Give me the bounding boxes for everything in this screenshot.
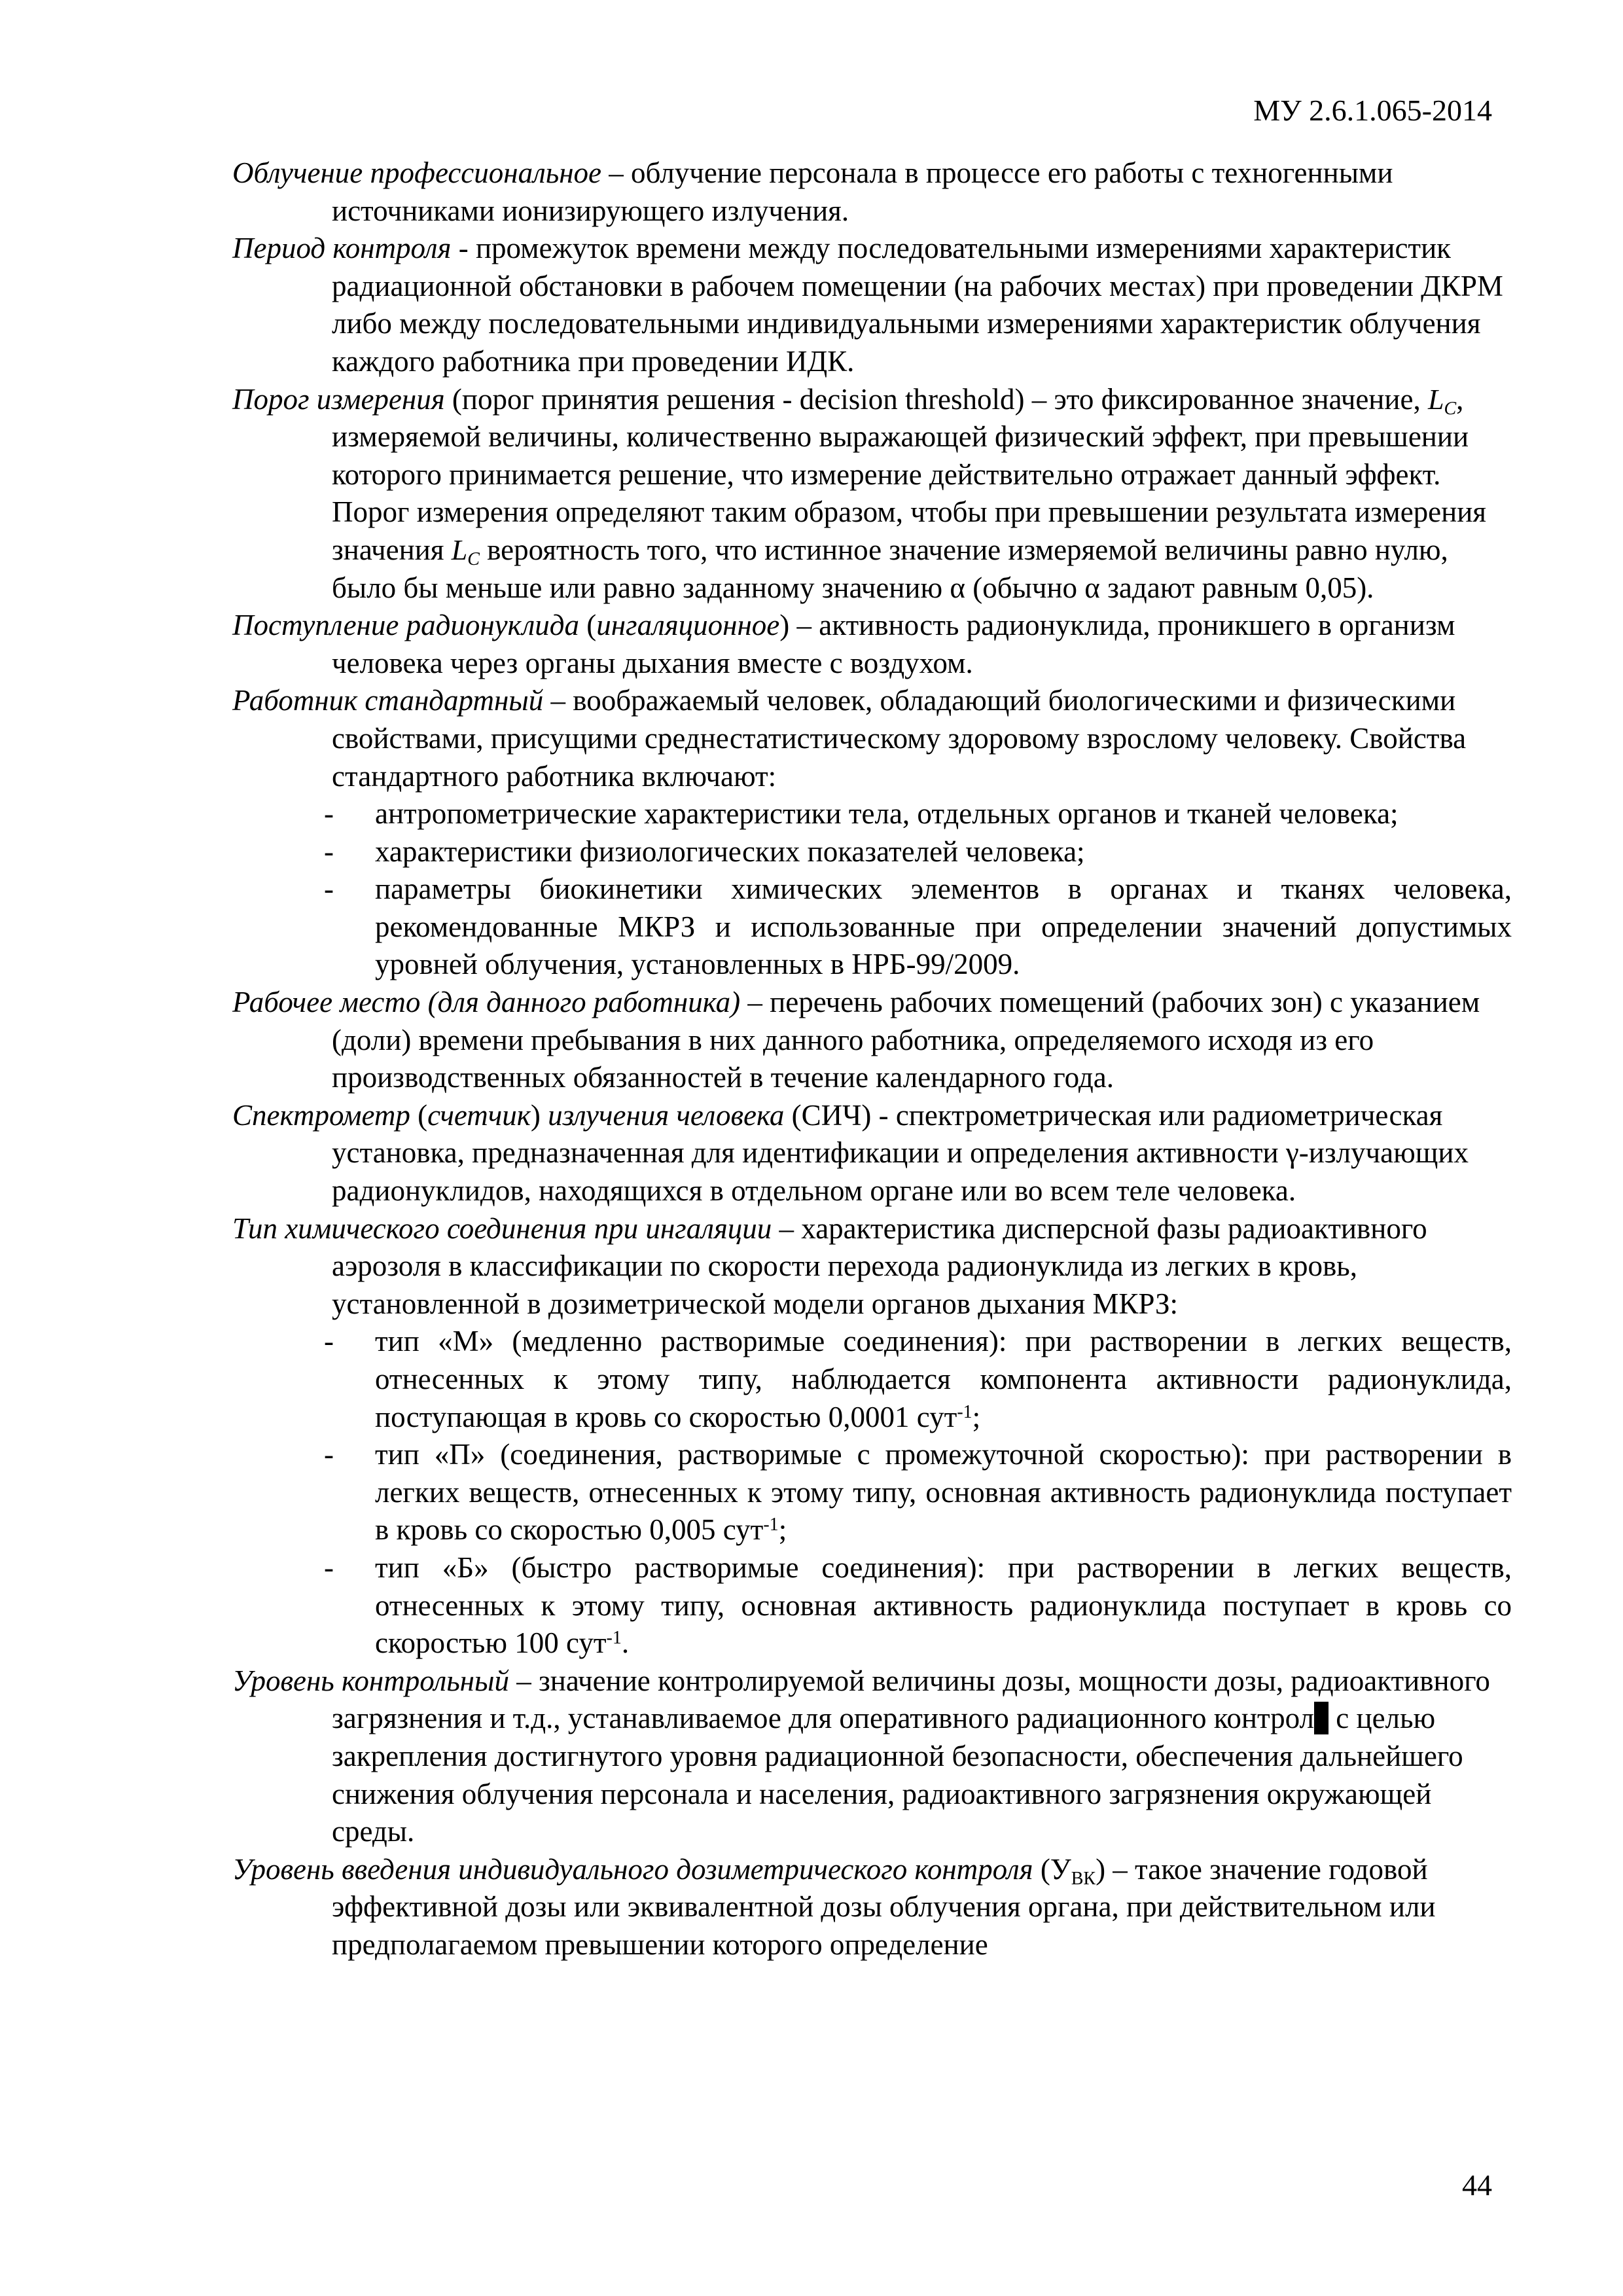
definition-text: – перечень рабочих помещений (рабочих зон) с указанием (доли) времени пребывания в них данного работника, определяемого исходя из его производственных обязанностей в течение календарного года.: [332, 986, 1480, 1094]
term-name-part: счетчик: [427, 1098, 531, 1132]
list-item: - тип «П» (соединения, растворимые с промежуточной скоростью): при растворении в легких веществ, отнесенных к этому типу, основная активность радионуклида поступает в кровь со скоростью 0,005 сут$^{-1}$;: [232, 1436, 1512, 1549]
term-name: Уровень введения индивидуального дозиметрического контроля: [232, 1852, 1033, 1886]
definition-reference-worker: [232, 682, 1512, 795]
list-item: - параметры биокинетики химических элементов в органах и тканях человека, рекомендованные МКРЗ и использованные при определении значений допустимых уровней облучения, установленных в НРБ-99/2009.: [232, 870, 1512, 984]
definition-control-period: [232, 230, 1512, 380]
term-name: Облучение профессиональное: [232, 156, 601, 189]
term-punct: (: [410, 1098, 428, 1132]
term-name: Тип химического соединения при ингаляции: [232, 1211, 772, 1245]
list-item: - антропометрические характеристики тела, отдельных органов и тканей человека;: [232, 795, 1512, 833]
list-item: - тип «Б» (быстро растворимые соединения): при растворении в легких веществ, отнесенных к этому типу, основная активность радионуклида поступает в кровь со скоростью 100 сут$^{-1}$.: [232, 1549, 1512, 1662]
term-name: Рабочее место (для данного работника): [232, 986, 741, 1019]
document-code: МУ 2.6.1.065-2014: [1253, 94, 1492, 127]
lc-symbol: $L_C$: [1427, 383, 1457, 419]
definition-text: , измеряемой величины, количественно выражающей физический эффект, при превышении которого принимается решение, что измерение действительно отражает данный эффект. Порог измерения определяют таким образом, чтобы при превышении результата измерения значения: [332, 382, 1487, 566]
list-item: - характеристики физиологических показателей человека;: [232, 833, 1512, 871]
definitions-list: [232, 154, 1512, 1964]
definition-text: ) – такое значение годовой эффективной дозы или эквивалентной дозы облучения органа, при действительном или предполагаемом превышении которого определение: [332, 1852, 1436, 1961]
term-name-part: ингаляционное: [596, 609, 780, 642]
term-name-part: излучения человека: [548, 1098, 785, 1132]
definition-text: - промежуток времени между последовательными измерениями характеристик радиационной обстановки в рабочем помещении (на рабочих местах) при проведении ДКРМ либо между последовательными индивидуальными измерениями характеристик облучения каждого работника при проведении ИДК.: [332, 232, 1503, 378]
page-number: 44: [1462, 2168, 1492, 2202]
term-punct: ): [530, 1098, 548, 1132]
definition-workplace: [232, 984, 1512, 1097]
term-name: Спектрометр: [232, 1098, 410, 1132]
definition-text: – воображаемый человек, обладающий биологическими и физическими свойствами, присущими среднестатистическому здоровому взрослому человеку. Свойства стандартного работника включают:: [332, 684, 1467, 793]
term-name: Уровень контрольный: [232, 1664, 509, 1697]
definition-text: с целью закрепления достигнутого уровня радиационной безопасности, обеспечения дальнейшего снижения облучения персонала и населения, радиоактивного загрязнения окружающей среды.: [332, 1702, 1463, 1848]
definition-text: (У: [1033, 1852, 1071, 1886]
definition-text: (порог принятия решения - decision threshold) – это фиксированное значение,: [444, 382, 1428, 416]
definition-text: – характеристика дисперсной фазы радиоактивного аэрозоля в классификации по скорости перехода радионуклида из легких в кровь, установленной в дозиметрической модели органов дыхания МКРЗ:: [332, 1211, 1427, 1320]
definition-control-level: [232, 1662, 1512, 1851]
definition-whole-body-counter: [232, 1097, 1512, 1210]
definition-text: – облучение персонала в процессе его работы с техногенными источниками ионизирующего излучения.: [332, 156, 1393, 227]
lc-symbol: $L_C$: [451, 533, 480, 569]
list-item: - тип «М» (медленно растворимые соединения): при растворении в легких веществ, отнесенных к этому типу, наблюдается компонента активности радионуклида, поступающая в кровь со скоростью 0,0001 сут$^{-1}$;: [232, 1323, 1512, 1436]
definition-occupational-exposure: [232, 154, 1512, 230]
term-name: Период контроля: [232, 232, 452, 265]
definition-radionuclide-intake: [232, 607, 1512, 682]
term-name: Порог измерения: [232, 382, 445, 416]
definition-text: вероятность того, что истинное значение измеряемой величины равно нулю, было бы меньше или равно заданному значению α (обычно α задают равным 0,05).: [332, 533, 1448, 604]
definition-measurement-threshold: [232, 381, 1512, 607]
definition-chemical-compound-type: [232, 1210, 1512, 1323]
definition-text: (СИЧ) - спектрометрическая или радиометрическая установка, предназначенная для идентификации и определения активности γ-излучающих радионуклидов, находящихся в отдельном органе или во всем теле человека.: [332, 1098, 1469, 1208]
term-name: Поступление радионуклида: [232, 609, 579, 642]
text-cursor-block: [1314, 1702, 1329, 1734]
term-punct: (: [579, 609, 597, 642]
definition-idc-introduction-level: Уровень введения индивидуального дозиметрического контроля $(У_{ВК})$ – такое значение годовой эффективной дозы или эквивалентной дозы облучения органа, при действительном или предполагаемом превышении которого определение: [232, 1852, 1436, 1961]
definition-text: – значение контролируемой величины дозы, мощности дозы, радиоактивного загрязнения и т.д., устанавливаемое для оперативного радиационного контрол: [332, 1664, 1490, 1735]
definition-text: ) – активность радионуклида, проникшего в организм человека через органы дыхания вместе с воздухом.: [332, 609, 1455, 679]
term-name: Работник стандартный: [232, 684, 544, 717]
